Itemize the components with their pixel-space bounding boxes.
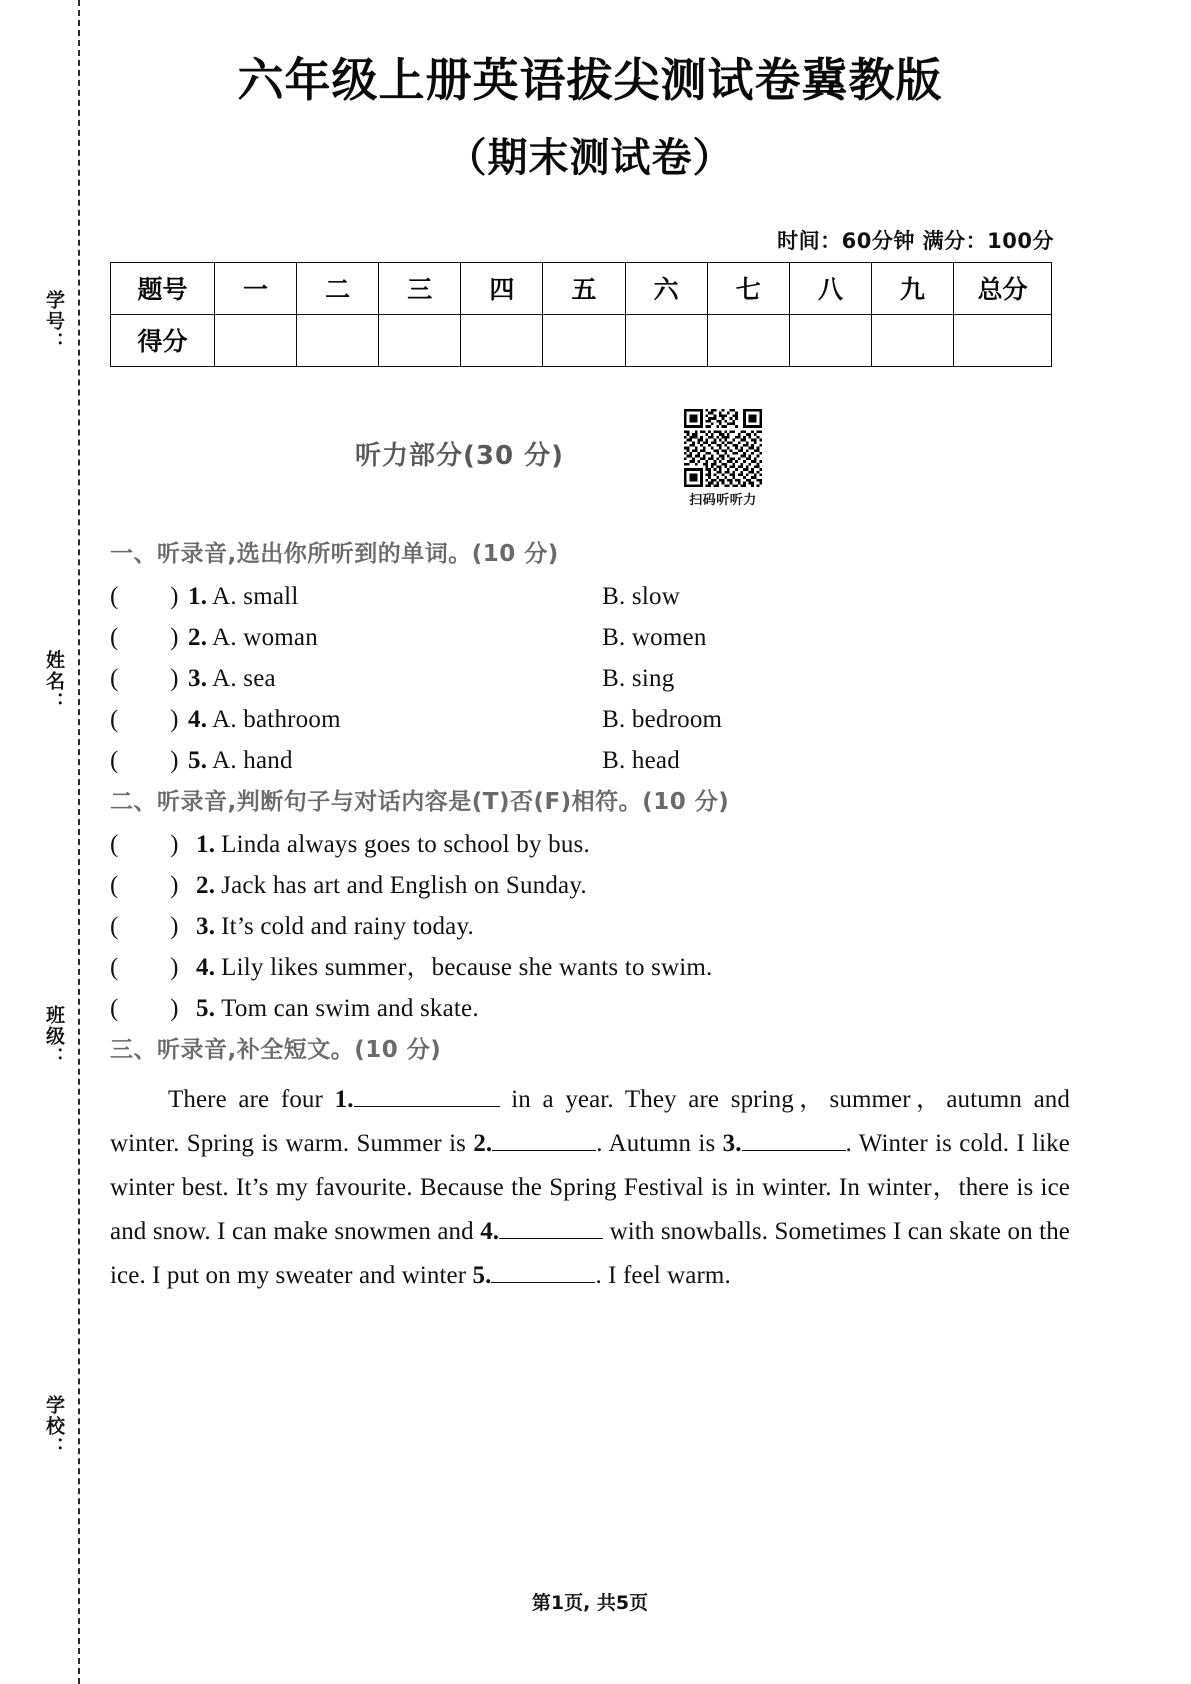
score-cell-6[interactable]	[625, 314, 707, 366]
score-cell-3[interactable]	[379, 314, 461, 366]
option-b[interactable]: B. sing	[602, 664, 675, 692]
judge-row[interactable]	[110, 955, 1070, 980]
judge-row[interactable]	[110, 873, 1070, 898]
sidebar-label-name: 姓名：	[43, 650, 65, 713]
listening-part-title: 听力部分(30 分)	[355, 440, 564, 471]
page-footer: 第1页, 共5页	[531, 1592, 649, 1614]
option-b[interactable]: B. women	[602, 623, 707, 651]
score-cell-8[interactable]	[789, 314, 871, 366]
score-table-col-6: 六	[625, 262, 707, 314]
section-3-heading: 三、听录音,补全短文。(10 分)	[110, 1036, 442, 1063]
score-cell-5[interactable]	[543, 314, 625, 366]
question-row[interactable]	[110, 625, 1070, 650]
answer-blank-2[interactable]	[492, 1129, 596, 1151]
score-cell-4[interactable]	[461, 314, 543, 366]
answer-blank-3[interactable]	[742, 1129, 846, 1151]
blank-number-2: 2.	[473, 1129, 493, 1157]
question-number: 4.	[188, 705, 208, 733]
question-row[interactable]	[110, 666, 1070, 691]
qr-code-icon[interactable]	[684, 409, 762, 487]
qr-code-caption: 扫码听听力	[689, 492, 757, 508]
passage-text-6: . I feel warm.	[595, 1261, 731, 1289]
question-row[interactable]	[110, 707, 1070, 732]
sidebar-label-class: 班级：	[43, 1005, 65, 1068]
question-number: 2.	[188, 623, 208, 651]
score-cell-total[interactable]	[954, 314, 1052, 366]
answer-bracket[interactable]: ( )	[110, 912, 179, 940]
question-number: 1.	[188, 582, 208, 610]
blank-number-1: 1.	[334, 1085, 354, 1113]
score-cell-9[interactable]	[871, 314, 953, 366]
option-a[interactable]: A. bathroom	[212, 705, 341, 733]
binding-dashed-line	[78, 0, 80, 1684]
cloze-passage	[110, 1078, 1070, 1298]
score-table-col-4: 四	[461, 262, 543, 314]
judge-row[interactable]	[110, 914, 1070, 939]
sidebar-label-school: 学校：	[43, 1395, 65, 1458]
answer-bracket[interactable]: ( )	[110, 623, 179, 651]
option-b[interactable]: B. bedroom	[602, 705, 723, 733]
answer-bracket[interactable]: ( )	[110, 705, 179, 733]
score-cell-1[interactable]	[215, 314, 297, 366]
answer-bracket[interactable]: ( )	[110, 953, 179, 981]
answer-bracket[interactable]: ( )	[110, 994, 179, 1022]
question-number: 5.	[188, 746, 208, 774]
score-table-col-1: 一	[215, 262, 297, 314]
answer-bracket[interactable]: ( )	[110, 582, 179, 610]
section-1-heading: 一、听录音,选出你所听到的单词。(10 分)	[110, 540, 559, 567]
score-table-col-8: 八	[789, 262, 871, 314]
question-number: 3.	[188, 664, 208, 692]
question-sentence: Linda always goes to school by bus.	[221, 830, 590, 858]
question-number: 3.	[196, 912, 216, 940]
question-sentence: Lily likes summer，because she wants to swim.	[221, 953, 713, 981]
cloze-passage-text	[110, 1078, 1070, 1298]
section-2-heading: 二、听录音,判断句子与对话内容是(T)否(F)相符。(10 分)	[110, 788, 730, 815]
answer-bracket[interactable]: ( )	[110, 746, 179, 774]
option-a[interactable]: A. sea	[212, 664, 276, 692]
question-row[interactable]	[110, 748, 1070, 773]
question-sentence: It’s cold and rainy today.	[221, 912, 474, 940]
passage-text-3: . Autumn is	[596, 1129, 723, 1157]
blank-number-4: 4.	[480, 1217, 500, 1245]
question-row[interactable]	[110, 584, 1070, 609]
question-number: 4.	[196, 953, 216, 981]
exam-meta-line: 时间：60分钟 满分：100分	[777, 228, 1054, 253]
question-number: 5.	[196, 994, 216, 1022]
option-a[interactable]: A. small	[212, 582, 299, 610]
score-table-score-row	[111, 314, 1052, 366]
qr-code-block[interactable]	[677, 409, 769, 508]
blank-number-3: 3.	[722, 1129, 742, 1157]
score-table-row-label-question: 题号	[111, 262, 215, 314]
option-b[interactable]: B. head	[602, 746, 680, 774]
score-table-col-7: 七	[707, 262, 789, 314]
answer-bracket[interactable]: ( )	[110, 664, 179, 692]
listening-part-header	[110, 409, 1070, 519]
score-table-col-2: 二	[297, 262, 379, 314]
question-number: 1.	[196, 830, 216, 858]
score-cell-7[interactable]	[707, 314, 789, 366]
score-table-header-row	[111, 262, 1052, 314]
answer-bracket[interactable]: ( )	[110, 830, 179, 858]
score-table-col-5: 五	[543, 262, 625, 314]
score-table-col-total: 总分	[954, 262, 1052, 314]
answer-bracket[interactable]: ( )	[110, 871, 179, 899]
exam-page	[110, 0, 1070, 1684]
blank-number-5: 5.	[472, 1261, 492, 1289]
passage-text-2: in a year. They are spring，summer，autumn and winter. Spring is warm. Summer is	[110, 1085, 1070, 1157]
answer-blank-5[interactable]	[491, 1261, 595, 1283]
question-number: 2.	[196, 871, 216, 899]
score-table	[110, 262, 1052, 367]
score-table-row-label-score: 得分	[111, 314, 215, 366]
answer-blank-4[interactable]	[499, 1217, 603, 1239]
score-table-col-3: 三	[379, 262, 461, 314]
judge-row[interactable]	[110, 996, 1070, 1021]
score-cell-2[interactable]	[297, 314, 379, 366]
sidebar-label-student-id: 学号：	[43, 290, 65, 353]
question-sentence: Tom can swim and skate.	[221, 994, 479, 1022]
option-a[interactable]: A. woman	[212, 623, 318, 651]
score-table-col-9: 九	[871, 262, 953, 314]
option-b[interactable]: B. slow	[602, 582, 680, 610]
answer-blank-1[interactable]	[354, 1085, 500, 1107]
passage-text-1: There are four	[168, 1085, 335, 1113]
judge-row[interactable]	[110, 832, 1070, 857]
page-subtitle: （期末测试卷）	[446, 134, 734, 181]
passage-text-5: with snowballs. Sometimes I can skate on the ice. I put on my sweater and winter	[110, 1217, 1070, 1289]
option-a[interactable]: A. hand	[212, 746, 293, 774]
question-sentence: Jack has art and English on Sunday.	[221, 871, 587, 899]
passage-text-4: . Winter is cold. I like winter best. It’s my favourite. Because the Spring Festival is in winter. In winter，there is ice and snow. I can make snowmen and	[110, 1129, 1070, 1245]
page-title: 六年级上册英语拔尖测试卷冀教版	[237, 53, 943, 107]
